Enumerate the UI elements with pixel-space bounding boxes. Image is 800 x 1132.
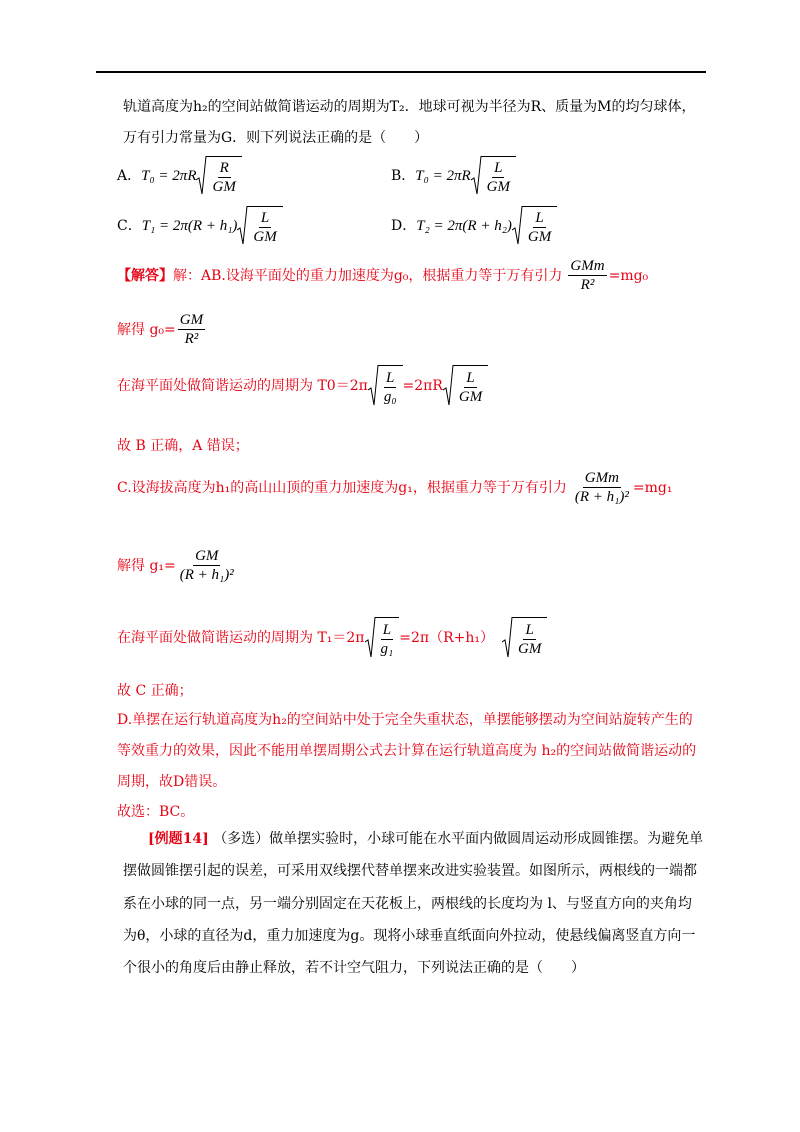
b-correct: 故 B 正确，A 错误； bbox=[117, 438, 249, 454]
t1-num-2: L bbox=[525, 622, 534, 638]
t1-mid: =2π（R+h₁） bbox=[399, 630, 494, 646]
option-d-label: D． bbox=[391, 218, 417, 234]
option-d-den: GM bbox=[527, 229, 552, 245]
option-d[interactable] bbox=[391, 206, 557, 246]
t0-den: g₀ bbox=[383, 389, 397, 405]
example14-line-3: 系在小球的同一点，另一端分别固定在天花板上，两根线的长度均为 l、与竖直方向的夹角均 bbox=[123, 896, 692, 912]
example14-line-1-text: （多选）做单摆实验时，小球可能在水平面内做圆周运动形成圆锥摆。为避免单 bbox=[213, 831, 704, 847]
t0-line bbox=[117, 365, 488, 407]
t1-den: g₁ bbox=[380, 641, 394, 657]
t0-den-2: GM bbox=[458, 389, 483, 405]
solution-d-line-2: 等效重力的效果，因此不能用单摆周期公式去计算在运行轨道高度为 h₂的空间站做简谐运动的 bbox=[117, 743, 697, 759]
t1-sqrt-2 bbox=[502, 617, 547, 659]
intro-line-2: 万有引力常量为G．则下列说法正确的是（ ） bbox=[123, 130, 429, 146]
option-c-lhs: T₁ = 2π(R + h₁) bbox=[141, 218, 238, 234]
option-a-sqrt bbox=[196, 156, 241, 196]
solution-tag: 【解答】 bbox=[117, 267, 173, 284]
g1-num: GM bbox=[195, 548, 219, 564]
t0-text: 在海平面处做简谐运动的周期为 T0＝2π bbox=[117, 378, 368, 394]
solve-g0-line bbox=[117, 312, 207, 347]
option-c-label: C． bbox=[117, 218, 142, 234]
t1-den-2: GM bbox=[517, 641, 542, 657]
ab-frac-num: GMm bbox=[570, 258, 605, 274]
ab-frac-den: R² bbox=[580, 277, 595, 293]
c-correct: 故 C 正确； bbox=[117, 683, 193, 699]
answer: 故选：BC。 bbox=[117, 804, 195, 820]
solution-ab-line bbox=[117, 258, 648, 293]
t0-num-2: L bbox=[466, 370, 475, 386]
solution-d-line-1: D.单摆在运行轨道高度为h₂的空间站中处于完全失重状态，单摆能够摆动为空间站旋转产生的 bbox=[117, 712, 693, 728]
solve-g1-text: 解得 g₁= bbox=[117, 557, 176, 574]
example14-line-4: 为θ，小球的直径为d，重力加速度为g。现将小球垂直纸面向外拉动，使悬线偏离竖直方向一 bbox=[123, 928, 696, 944]
t0-sqrt-2 bbox=[443, 365, 488, 407]
g0-den: R² bbox=[184, 331, 199, 347]
example14-tag: [例题14] bbox=[148, 831, 209, 847]
option-a-den: GM bbox=[212, 179, 236, 195]
intro-line-1: 轨道高度为h₂的空间站做简谐运动的周期为T₂．地球可视为半径为R、质量为M的均匀球体， bbox=[123, 99, 696, 115]
option-b-sqrt bbox=[471, 156, 516, 196]
solve-g0-text: 解得 g₀= bbox=[117, 321, 176, 338]
option-d-lhs: T₂ = 2π(R + h₂) bbox=[416, 218, 512, 234]
option-c-sqrt bbox=[237, 206, 282, 246]
option-d-num: L bbox=[535, 210, 544, 226]
solution-d-line-3: 周期，故D错误。 bbox=[117, 774, 227, 790]
example14-line-5: 个很小的角度后由静止释放，若不计空气阻力，下列说法正确的是（ ） bbox=[123, 960, 585, 976]
solve-g1-line bbox=[117, 548, 238, 583]
option-b-label: B． bbox=[391, 168, 416, 184]
option-b-den: GM bbox=[486, 179, 510, 195]
t1-sqrt-1 bbox=[365, 617, 400, 659]
option-c-num: L bbox=[260, 210, 270, 226]
option-b[interactable] bbox=[391, 156, 516, 196]
t0-mid: =2πR bbox=[402, 378, 443, 394]
header-rule bbox=[96, 71, 706, 73]
option-a-num: R bbox=[219, 160, 229, 176]
c-frac-den: (R + h₁)² bbox=[574, 489, 629, 505]
t0-sqrt-1 bbox=[368, 365, 403, 407]
option-c[interactable] bbox=[117, 206, 283, 246]
c-frac-num: GMm bbox=[584, 470, 619, 486]
ab-tail: =mg₀ bbox=[608, 267, 649, 284]
t1-text: 在海平面处做简谐运动的周期为 T₁＝2π bbox=[117, 630, 365, 646]
option-a-lhs: T₀ = 2πR bbox=[141, 168, 197, 184]
solution-ab-text: 解：AB.设海平面处的重力加速度为g₀，根据重力等于万有引力 bbox=[173, 267, 563, 284]
g1-den: (R + h₁)² bbox=[179, 567, 234, 583]
example14-line-1 bbox=[148, 829, 703, 849]
solution-c-line bbox=[117, 470, 672, 505]
solution-c-text: C.设海拔高度为h₁的高山山顶的重力加速度为g₁，根据重力等于万有引力 bbox=[117, 479, 567, 496]
g0-num: GM bbox=[179, 312, 204, 328]
option-a-label: A． bbox=[117, 168, 142, 184]
option-c-den: GM bbox=[253, 229, 277, 245]
t1-num: L bbox=[382, 622, 392, 638]
c-tail: =mg₁ bbox=[632, 479, 673, 496]
option-a[interactable] bbox=[117, 156, 242, 196]
option-d-sqrt bbox=[512, 206, 557, 246]
t0-num: L bbox=[386, 370, 395, 386]
option-b-lhs: T₀ = 2πR bbox=[415, 168, 471, 184]
example14-line-2: 摆做圆锥摆引起的误差，可采用双线摆代替单摆来改进实验装置。如图所示，两根线的一端都 bbox=[123, 863, 697, 879]
option-b-num: L bbox=[494, 160, 503, 176]
t1-line bbox=[117, 617, 547, 659]
